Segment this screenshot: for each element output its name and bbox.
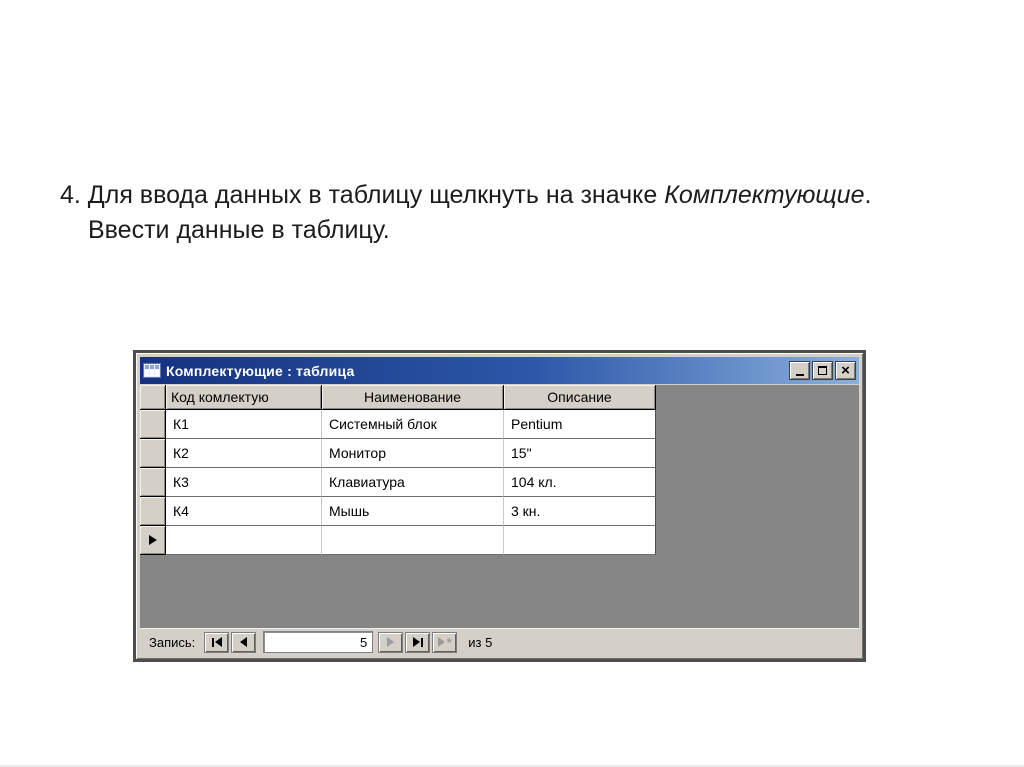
- screenshot-frame: [133, 350, 866, 662]
- close-button[interactable]: [835, 361, 856, 380]
- cell-name[interactable]: Клавиатура: [322, 468, 504, 497]
- first-record-icon: [212, 638, 214, 647]
- close-icon: ×: [841, 361, 850, 379]
- cell-description[interactable]: 3 кн.: [504, 497, 656, 526]
- cell-name[interactable]: Мышь: [322, 497, 504, 526]
- new-record-button[interactable]: *: [432, 632, 457, 653]
- window-title: Комплектующие : таблица: [166, 362, 355, 379]
- first-record-button[interactable]: [204, 632, 229, 653]
- cell-code[interactable]: К2: [166, 439, 322, 468]
- datasheet-table-icon: [143, 363, 161, 378]
- maximize-icon: [818, 366, 827, 375]
- table-row-new-record: [140, 526, 656, 555]
- next-record-button[interactable]: [378, 632, 403, 653]
- instruction-text: [60, 178, 1000, 248]
- next-record-icon: [387, 637, 394, 647]
- table-row: [140, 439, 656, 468]
- instruction-period: .: [864, 181, 872, 209]
- row-selector[interactable]: [140, 410, 166, 439]
- record-navigation-bar: [140, 628, 859, 655]
- record-total-label: из 5: [468, 634, 493, 650]
- instruction-line-1: [60, 178, 1000, 213]
- row-selector-current[interactable]: [140, 526, 166, 555]
- row-selector[interactable]: [140, 497, 166, 526]
- instruction-prefix: 4. Для ввода данных в таблицу щелкнуть на значке: [60, 181, 665, 209]
- cell-code[interactable]: К4: [166, 497, 322, 526]
- access-table-window: [136, 353, 863, 659]
- column-header-description[interactable]: Описание: [504, 385, 656, 410]
- datasheet-grid: [140, 385, 656, 555]
- minimize-button[interactable]: [789, 361, 810, 380]
- maximize-button[interactable]: [812, 361, 833, 380]
- instruction-italic-term: Комплектующие: [664, 181, 865, 209]
- table-row: [140, 497, 656, 526]
- cell-description[interactable]: Pentium: [504, 410, 656, 439]
- cell-code[interactable]: К1: [166, 410, 322, 439]
- last-record-icon: [413, 637, 420, 647]
- previous-record-button[interactable]: [231, 632, 256, 653]
- cell-name[interactable]: Монитор: [322, 439, 504, 468]
- new-record-icon: [438, 637, 445, 647]
- column-header-code[interactable]: Код комлектую: [166, 385, 322, 410]
- record-number-input[interactable]: 5: [263, 631, 373, 653]
- cell-code[interactable]: [166, 526, 322, 555]
- cell-description[interactable]: 15": [504, 439, 656, 468]
- cell-description[interactable]: [504, 526, 656, 555]
- table-row: [140, 468, 656, 497]
- cell-code[interactable]: К3: [166, 468, 322, 497]
- current-record-arrow-icon: [149, 535, 157, 545]
- row-selector[interactable]: [140, 468, 166, 497]
- cell-name[interactable]: [322, 526, 504, 555]
- header-row: [140, 385, 656, 410]
- last-record-button[interactable]: [405, 632, 430, 653]
- previous-record-icon: [240, 637, 247, 647]
- row-selector[interactable]: [140, 439, 166, 468]
- window-controls: [789, 361, 856, 380]
- record-label: Запись:: [149, 634, 196, 650]
- column-header-name[interactable]: Наименование: [322, 385, 504, 410]
- window-titlebar[interactable]: [140, 357, 859, 384]
- window-client-area: [140, 385, 859, 655]
- table-row: [140, 410, 656, 439]
- cell-name[interactable]: Системный блок: [322, 410, 504, 439]
- instruction-line-2: Ввести данные в таблицу.: [88, 216, 390, 244]
- selector-corner-cell[interactable]: [140, 385, 166, 410]
- minimize-icon: [796, 374, 804, 376]
- cell-description[interactable]: 104 кл.: [504, 468, 656, 497]
